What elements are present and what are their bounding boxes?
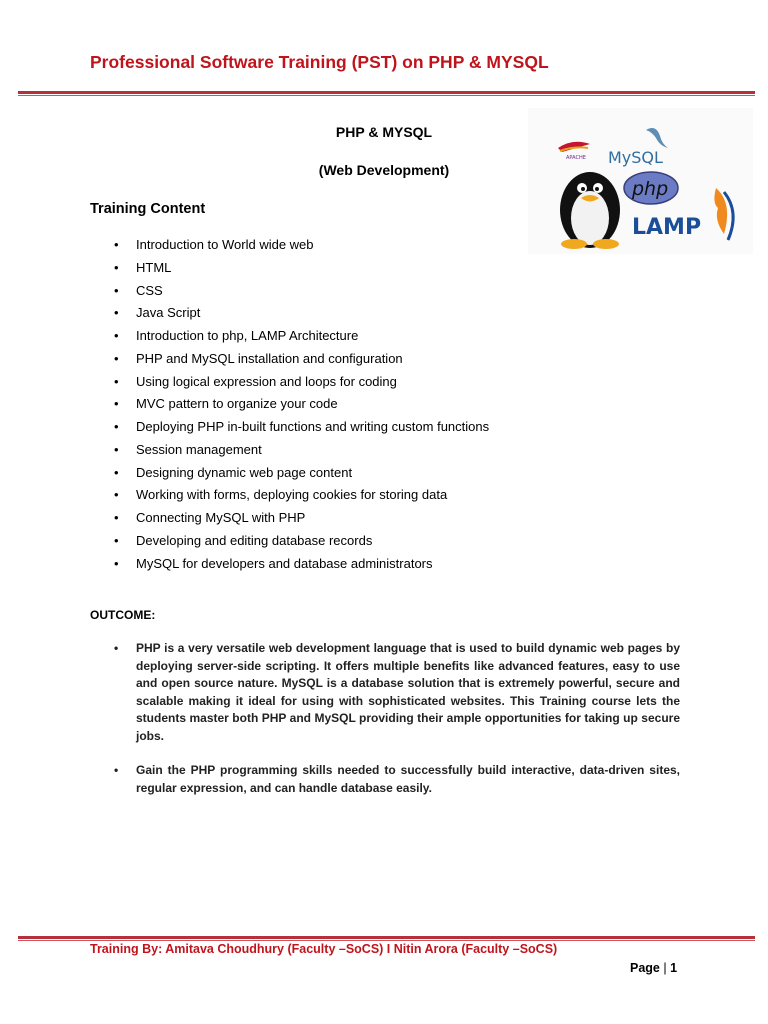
outcome-item: • Gain the PHP programming skills needed to successfully build interactive, data-driven sites, regular expression, and can handle database easily.: [90, 762, 680, 797]
mysql-logo-text: MySQL: [608, 148, 663, 167]
list-item: • Connecting MySQL with PHP: [90, 509, 489, 532]
list-item: • Designing dynamic web page content: [90, 464, 489, 487]
apache-logo-text: APACHE: [566, 155, 586, 161]
list-item: • CSS: [90, 282, 489, 305]
php-logo: [624, 172, 678, 204]
outcome-list: [90, 640, 680, 797]
php-logo-text: php: [632, 178, 669, 200]
mysql-logo: [608, 128, 668, 167]
lamp-logo-image: [528, 108, 753, 254]
footer-rule-thin: [18, 940, 755, 941]
page-separator: |: [659, 961, 671, 975]
list-item: • Session management: [90, 441, 489, 464]
list-item: • Developing and editing database records: [90, 532, 489, 555]
list-item: • Deploying PHP in-built functions and writing custom functions: [90, 418, 489, 441]
page-number-value: 1: [670, 961, 678, 975]
outcome-item: • PHP is a very versatile web development language that is used to build dynamic web pages by deploying server-side scripting. It offers multiple benefits like advanced features, easy to use and open source nature. MySQL is a database solution that is extremely powerful, secure and scalable making it ideal for using with sophisticated websites. This Training course lets the students master both PHP and MySQL providing their ample opportunities for taking up secure jobs.: [90, 640, 680, 745]
logo-box: [528, 108, 753, 254]
page-header-title: Professional Software Training (PST) on PHP & MYSQL: [90, 52, 549, 72]
doc-subtitle: (Web Development): [318, 162, 450, 178]
training-content-heading: Training Content: [90, 201, 206, 217]
list-item: • Working with forms, deploying cookies for storing data: [90, 486, 489, 509]
lamp-logo-text: LAMP: [632, 215, 702, 240]
page-label: Page: [630, 961, 660, 975]
list-item: • Java Script: [90, 304, 489, 327]
list-item: • MVC pattern to organize your code: [90, 395, 489, 418]
doc-title: PHP & MYSQL: [335, 124, 433, 140]
list-item: • PHP and MySQL installation and configuration: [90, 350, 489, 373]
training-content-list: [90, 236, 489, 577]
list-item: • MySQL for developers and database administrators: [90, 555, 489, 578]
list-item: • HTML: [90, 259, 489, 282]
page-number: [630, 961, 677, 975]
header-rule: [18, 91, 755, 94]
list-item: • Introduction to World wide web: [90, 236, 489, 259]
header-rule-thin: [18, 95, 755, 96]
list-item: • Using logical expression and loops for coding: [90, 373, 489, 396]
footer-credits: Training By: Amitava Choudhury (Faculty –SoCS) I Nitin Arora (Faculty –SoCS): [90, 942, 558, 956]
apache-logo: [558, 142, 590, 161]
footer-rule: [18, 936, 755, 939]
outcome-heading: OUTCOME:: [90, 608, 156, 622]
tux-penguin: [560, 172, 620, 249]
list-item: • Introduction to php, LAMP Architecture: [90, 327, 489, 350]
